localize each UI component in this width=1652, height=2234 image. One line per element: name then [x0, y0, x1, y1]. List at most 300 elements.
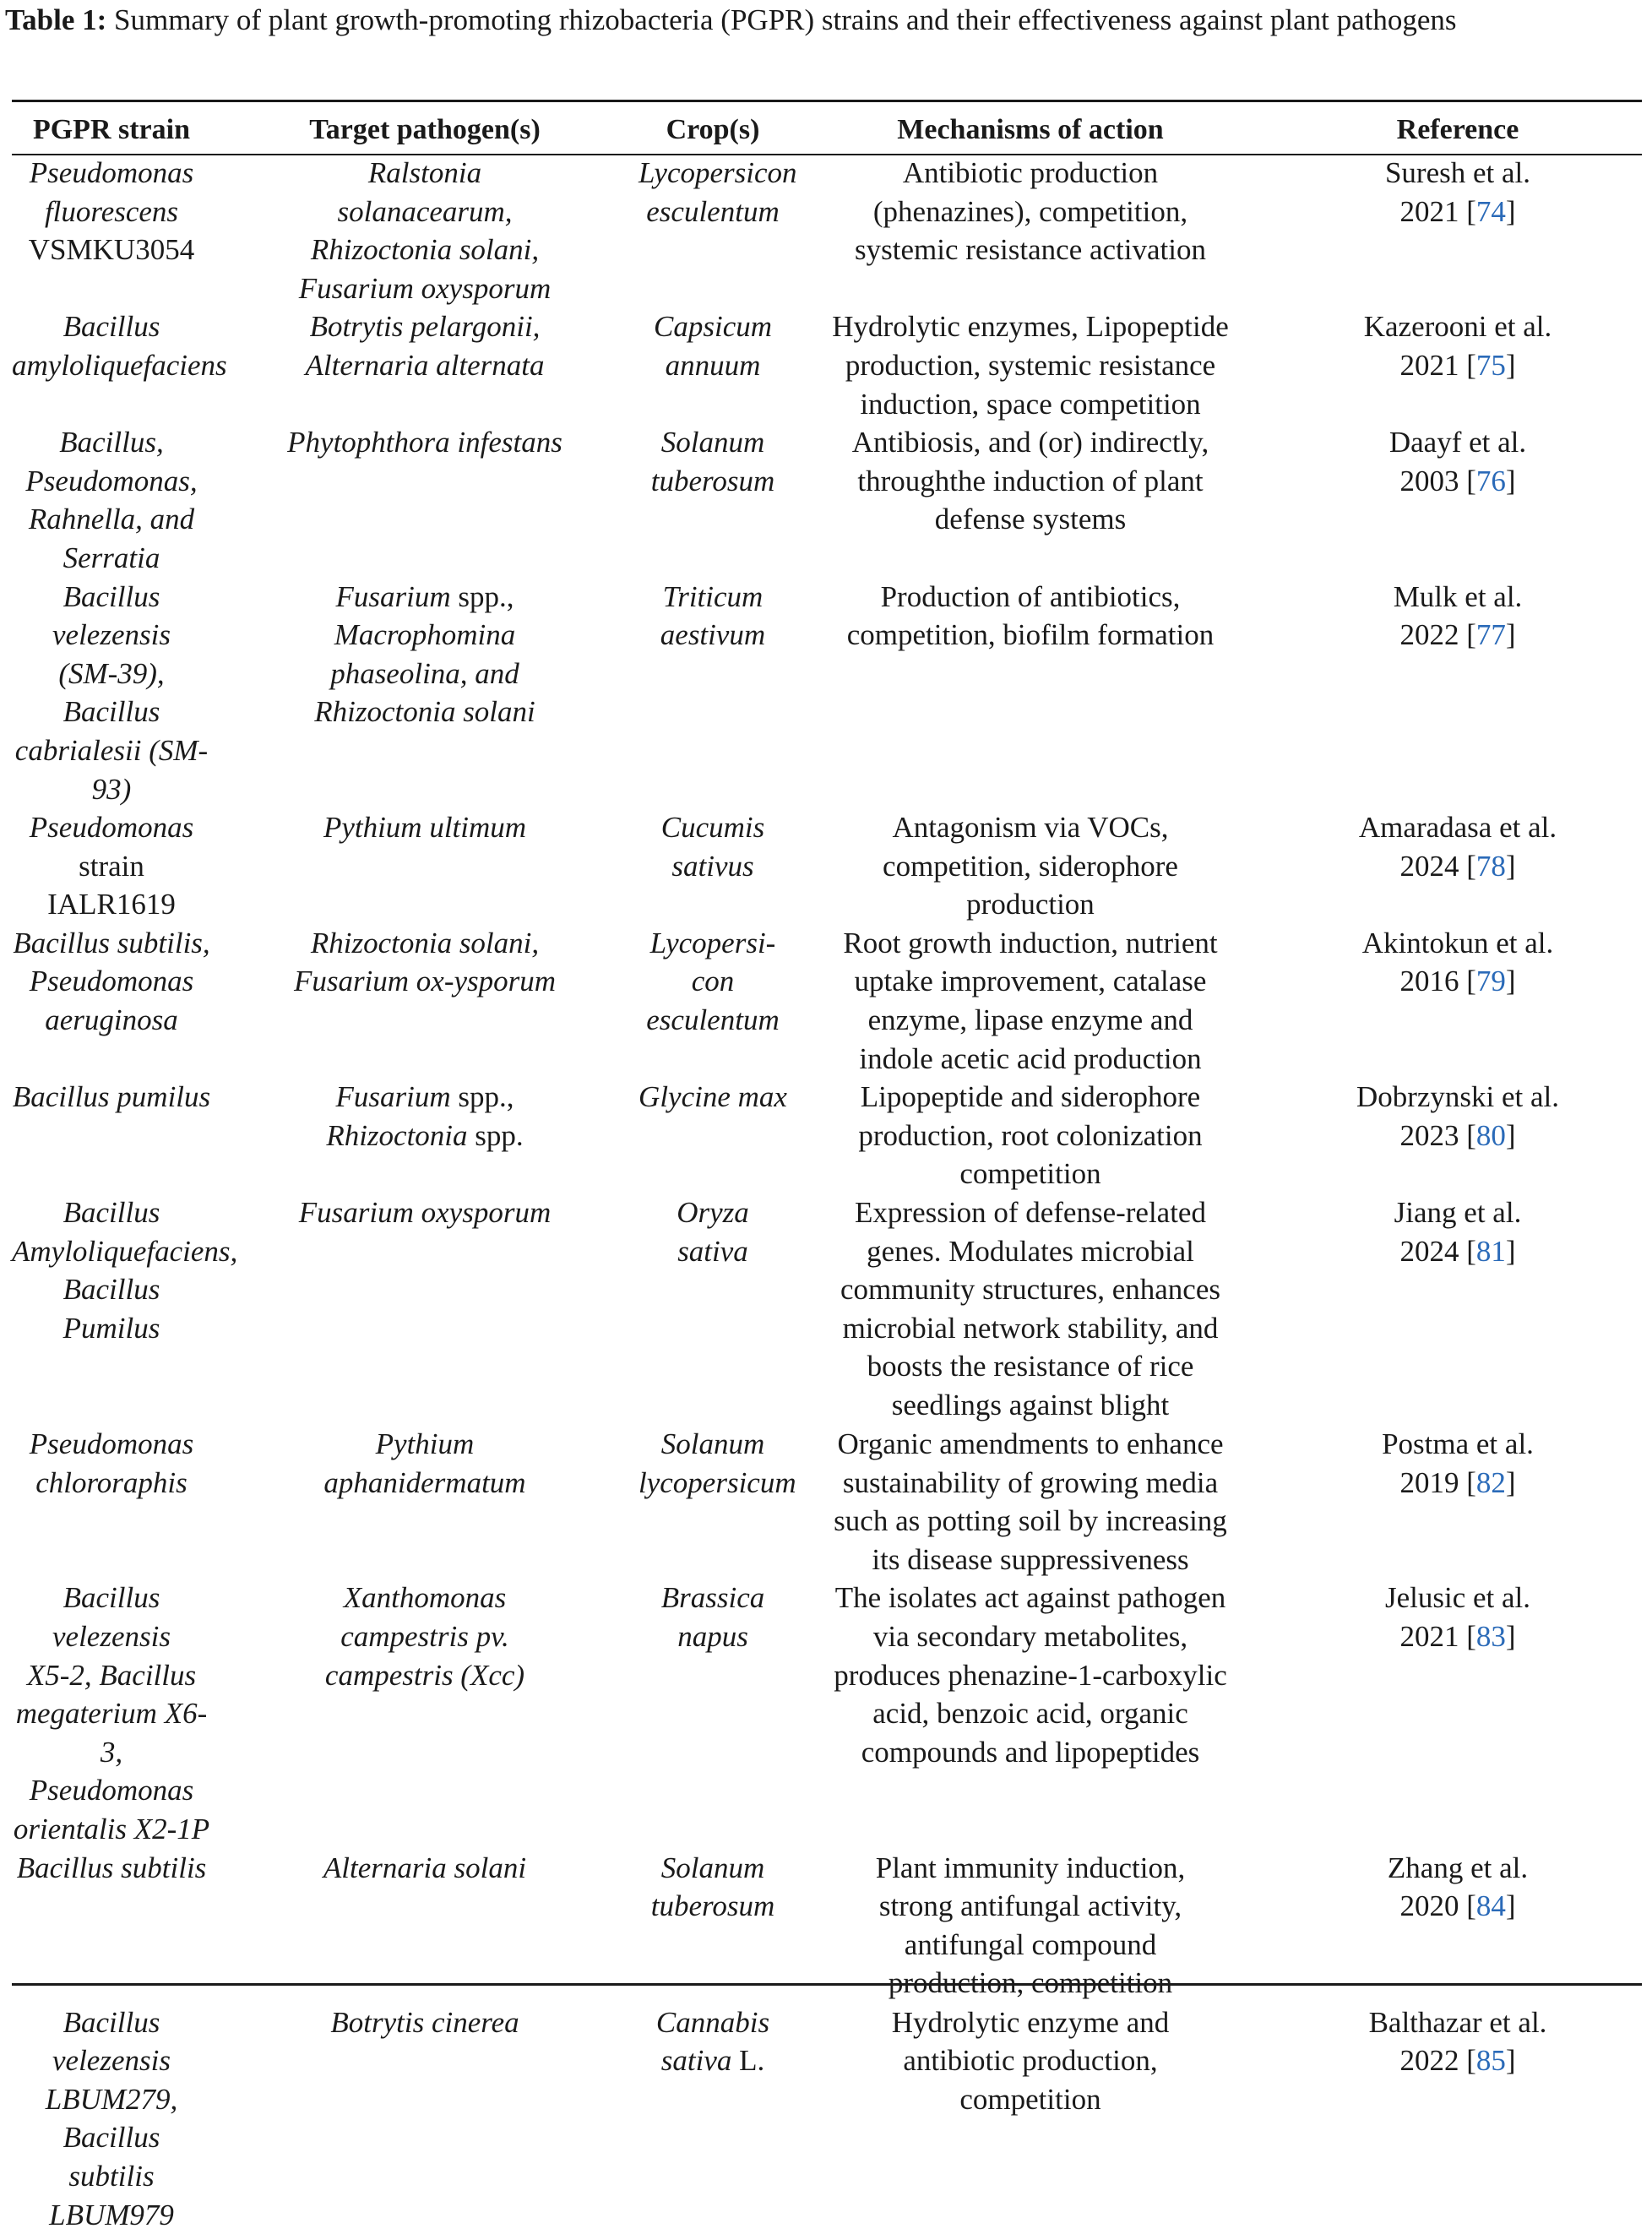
cell-reference [1274, 154, 1642, 307]
pathogen-text: Pythium [375, 1427, 475, 1461]
mechanism-line: acid, benzoic acid, organic [872, 1697, 1188, 1731]
crop-text: lycopersicum [639, 1465, 796, 1499]
strain-text: Bacillus, [59, 426, 164, 459]
crop-text: Solanum [660, 1851, 765, 1884]
crop-line [639, 924, 787, 1001]
table-row [12, 808, 1642, 924]
strain-text: subtilis LBUM979 [49, 2159, 174, 2231]
mechanism-line: uptake improvement, catalase [854, 965, 1207, 998]
cell-strain [12, 154, 211, 307]
strain-line [12, 500, 211, 539]
reference-link[interactable]: 79 [1475, 965, 1506, 998]
cell-mechanism [787, 307, 1274, 423]
strain-text: Pseudomonas [29, 1774, 194, 1807]
table-row [12, 1579, 1642, 1848]
cell-pathogen [211, 2003, 639, 2234]
mechanism-line: throughthe induction of plant [857, 464, 1204, 497]
mechanism-line: sustainability of growing media [842, 1465, 1219, 1499]
pathogen-line [211, 1425, 639, 1464]
reference-year-text: 2016 [ [1399, 965, 1476, 998]
cell-pathogen [211, 1849, 639, 2003]
reference-bracket: ] [1505, 965, 1516, 998]
pathogen-text-suffix: spp. [467, 1118, 524, 1152]
pathogen-line [211, 962, 639, 1001]
table-row [12, 578, 1642, 809]
strain-line [12, 885, 211, 924]
table-row [12, 1849, 1642, 2003]
pathogen-line [211, 346, 639, 385]
pathogen-line [211, 1117, 639, 1155]
strain-line [12, 231, 211, 269]
pathogen-line [211, 616, 639, 655]
table-row [12, 924, 1642, 1078]
cell-reference [1274, 1579, 1642, 1848]
crop-text: annuum [665, 348, 761, 382]
reference-link[interactable]: 77 [1475, 618, 1506, 652]
table-row [12, 307, 1642, 423]
strain-text: megaterium X6-3, [15, 1697, 208, 1769]
reference-link[interactable]: 78 [1475, 849, 1506, 883]
strain-text: chlororaphis [35, 1465, 187, 1499]
strain-text: aeruginosa [45, 1003, 178, 1037]
mechanism-line: enzyme, lipase enzyme and [867, 1003, 1193, 1037]
pathogen-line [211, 1656, 639, 1695]
reference-year [1274, 616, 1642, 655]
cell-strain [12, 808, 211, 924]
strain-line [12, 578, 211, 655]
cell-crop [639, 423, 787, 577]
crop-text: Capsicum [654, 310, 772, 344]
pathogen-text: Rhizoctonia [326, 1118, 468, 1152]
reference-year-text: 2023 [ [1399, 1118, 1476, 1152]
strain-line [12, 2080, 211, 2157]
mechanism-line: Production of antibiotics, [880, 579, 1181, 613]
crop-text: Oryza sativa [677, 1196, 749, 1268]
reference-link[interactable]: 80 [1475, 1118, 1506, 1152]
cell-crop [639, 154, 797, 307]
strain-line [12, 808, 211, 885]
cell-pathogen [211, 307, 639, 423]
mechanism-line: seedlings against blight [891, 1389, 1170, 1421]
reference-year [1274, 193, 1642, 231]
strain-line [12, 1810, 211, 1849]
reference-bracket: ] [1505, 1889, 1516, 1923]
reference-year-text: 2021 [ [1399, 348, 1476, 382]
mechanism-line: Antibiosis, and (or) indirectly, [851, 426, 1209, 459]
pathogen-text: Fusarium ox-ysporum [293, 965, 557, 998]
mechanism-line: Hydrolytic enzyme and [891, 2005, 1170, 2039]
pathogen-line [211, 1579, 639, 1617]
pathogen-line [211, 808, 639, 847]
mechanism-line: Lipopeptide and siderophore [860, 1080, 1201, 1114]
cell-pathogen [211, 1193, 639, 1425]
pathogen-line [211, 1849, 639, 1888]
pathogen-text: Fusarium [335, 1080, 451, 1114]
cell-crop [639, 2003, 787, 2234]
pathogen-text: Botrytis pelargonii, [309, 310, 541, 344]
cell-crop [639, 924, 787, 1078]
table-label: Table 1: [5, 3, 107, 36]
crop-line [639, 1464, 796, 1503]
mechanism-line: competition [959, 2082, 1101, 2116]
mechanism-line: community structures, enhances [840, 1273, 1220, 1307]
mechanism-line: competition [959, 1157, 1101, 1191]
crop-line [639, 808, 787, 847]
mechanism-line: boosts the resistance of rice [867, 1350, 1194, 1383]
strain-text: IALR1619 [47, 888, 176, 921]
cell-crop [639, 1425, 796, 1579]
pathogen-text: Xanthomonas [343, 1581, 507, 1615]
pathogen-text: Alternaria solani [323, 1851, 527, 1884]
reference-authors: Amaradasa et al. [1358, 811, 1557, 845]
mechanism-line: induction, space competition [860, 387, 1201, 421]
reference-year [1274, 962, 1642, 1001]
pgpr-table [12, 106, 1642, 2234]
reference-authors: Postma et al. [1382, 1427, 1534, 1461]
cell-crop [639, 307, 787, 423]
strain-text: Pseudomonas [29, 965, 194, 998]
crop-text: tuberosum [650, 1889, 775, 1923]
crop-line [639, 193, 787, 231]
strain-line [12, 1425, 211, 1464]
crop-text: Brassica napus [660, 1581, 765, 1653]
strain-line [12, 1694, 211, 1771]
table-row [12, 1425, 1642, 1579]
reference-year [1274, 346, 1642, 385]
cell-strain [12, 423, 211, 577]
pathogen-text: Ralstonia [367, 156, 482, 189]
crop-line [639, 1001, 787, 1040]
cell-pathogen [211, 924, 639, 1078]
strain-text: Pseudomonas [29, 811, 194, 845]
strain-text: Bacillus velezensis [52, 1581, 171, 1653]
strain-line [12, 154, 211, 193]
table-body [12, 154, 1642, 2234]
pathogen-text: phaseolina, and [330, 656, 519, 690]
crop-line [639, 1425, 787, 1464]
reference-year-text: 2003 [ [1399, 464, 1476, 497]
strain-text: cabrialesii (SM-93) [14, 733, 209, 806]
cell-pathogen [211, 1078, 639, 1193]
pathogen-line [211, 2003, 639, 2042]
cell-mechanism [787, 423, 1274, 577]
mechanism-line: compounds and lipopeptides [861, 1735, 1200, 1769]
mechanism-line: microbial network stability, and [842, 1311, 1219, 1345]
table-row [12, 154, 1642, 307]
cell-reference [1274, 307, 1642, 423]
reference-authors: Daayf et al. [1388, 426, 1527, 459]
mechanism-line: production, competition [888, 1966, 1173, 2000]
strain-line [12, 655, 211, 731]
mechanism-line: indole acetic acid production [859, 1041, 1202, 1075]
strain-text: Bacillus velezensis [52, 2005, 171, 2078]
reference-year-text: 2021 [ [1399, 1620, 1476, 1653]
column-header-crop: Crop(s) [666, 114, 760, 145]
crop-line [639, 462, 787, 501]
mechanism-line: strong antifungal activity, [878, 1889, 1182, 1923]
cell-mechanism [787, 578, 1274, 809]
strain-line [12, 2157, 211, 2234]
cell-pathogen [211, 423, 639, 577]
reference-bracket: ] [1505, 194, 1516, 228]
cell-reference [1274, 1425, 1642, 1579]
table-row [12, 2003, 1642, 2234]
pathogen-text: Macrophomina [334, 618, 516, 652]
strain-line [12, 539, 211, 578]
crop-line [639, 2041, 787, 2080]
mechanism-line: systemic resistance activation [855, 233, 1206, 267]
table-title: Summary of plant growth-promoting rhizobacteria (PGPR) strains and their effectiveness against plant pathogens [114, 3, 1457, 36]
crop-line [639, 423, 787, 462]
strain-text: Amyloliquefaciens, [12, 1234, 238, 1268]
cell-pathogen [211, 1425, 639, 1579]
strain-text: orientalis X2-1P [13, 1812, 210, 1845]
cell-crop [639, 808, 787, 924]
reference-authors: Jelusic et al. [1384, 1581, 1531, 1615]
crop-text: sativa [660, 2044, 732, 2078]
pathogen-line [211, 1193, 639, 1232]
reference-authors: Akintokun et al. [1361, 926, 1554, 959]
crop-text: Solanum [660, 1427, 765, 1461]
pathogen-text: Botrytis cinerea [330, 2005, 519, 2039]
reference-year-text: 2022 [ [1399, 2044, 1476, 2078]
mechanism-line: antibiotic production, [903, 2044, 1158, 2078]
cell-mechanism [787, 924, 1274, 1078]
cell-crop [639, 1849, 787, 2003]
pathogen-line [211, 1078, 639, 1117]
reference-year-text: 2020 [ [1399, 1889, 1476, 1923]
strain-line [12, 1193, 211, 1232]
cell-mechanism [787, 2003, 1274, 2234]
pathogen-text: aphanidermatum [323, 1465, 526, 1499]
cell-reference [1274, 578, 1642, 809]
crop-text-suffix: L. [731, 2044, 765, 2078]
strain-text: Rahnella, and [28, 503, 195, 536]
crop-line [639, 616, 787, 655]
cell-crop [639, 1579, 787, 1848]
cell-pathogen [211, 808, 639, 924]
reference-authors: Mulk et al. [1393, 579, 1523, 613]
cell-reference [1274, 2003, 1642, 2234]
mechanism-line: competition, siderophore [883, 849, 1178, 883]
pathogen-text: Alternaria alternata [305, 348, 545, 382]
pathogen-text: Phytophthora infestans [287, 426, 562, 459]
crop-line [639, 1193, 787, 1270]
strain-text: Bacillus velezensis [52, 579, 171, 652]
cell-strain [12, 1849, 211, 2003]
pathogen-line [211, 578, 639, 617]
crop-text: tuberosum [650, 464, 775, 497]
crop-line [639, 154, 797, 193]
pathogen-text: Rhizoctonia solani, [310, 926, 540, 959]
pathogen-line [211, 231, 639, 269]
reference-bracket: ] [1505, 2044, 1516, 2078]
reference-authors: Zhang et al. [1387, 1851, 1529, 1884]
strain-text: (SM-39), Bacillus [58, 656, 165, 729]
strain-text: amyloliquefaciens [12, 348, 227, 382]
cell-strain [12, 1425, 211, 1579]
mechanism-line: Plant immunity induction, [875, 1851, 1186, 1884]
pathogen-line [211, 307, 639, 346]
crop-text: Glycine max [639, 1080, 787, 1114]
cell-pathogen [211, 1579, 639, 1848]
cell-mechanism [787, 1425, 1274, 1579]
strain-text: Bacillus subtilis [16, 1851, 207, 1884]
reference-authors: Kazerooni et al. [1363, 310, 1552, 344]
strain-line [12, 423, 211, 462]
strain-text: fluorescens [44, 194, 179, 228]
strain-line [12, 307, 211, 346]
cell-strain [12, 924, 211, 1078]
strain-line [12, 193, 211, 231]
pathogen-text: Fusarium oxysporum [298, 271, 552, 305]
strain-line [12, 346, 227, 385]
reference-year [1274, 847, 1642, 886]
pathogen-line [211, 1464, 639, 1503]
strain-line [12, 1001, 211, 1040]
crop-text: esculentum [646, 1003, 780, 1037]
reference-year [1274, 1617, 1642, 1656]
pathogen-text: campestris pv. [340, 1620, 509, 1653]
crop-text: Solanum [660, 426, 765, 459]
reference-bracket: ] [1505, 348, 1516, 382]
mechanism-line: antifungal compound [904, 1927, 1157, 1961]
crop-line [639, 307, 787, 346]
strain-line [12, 962, 211, 1001]
strain-line [12, 1464, 211, 1503]
mechanism-line: Antagonism via VOCs, [892, 811, 1169, 845]
table-row [12, 1078, 1642, 1193]
pathogen-text: Fusarium [335, 579, 451, 613]
crop-text: sativus [671, 849, 754, 883]
mechanism-line: production, systemic resistance [845, 348, 1216, 382]
strain-line [12, 1579, 211, 1655]
mechanism-line: Root growth induction, nutrient [843, 926, 1218, 959]
strain-text: Serratia [62, 541, 160, 574]
strain-text-suffix: strain [79, 849, 144, 883]
mechanism-line: defense systems [934, 503, 1127, 536]
strain-line [12, 1078, 211, 1117]
pathogen-line [211, 693, 639, 731]
pathogen-line [211, 1617, 639, 1656]
reference-link[interactable]: 83 [1475, 1620, 1506, 1653]
cell-reference [1274, 808, 1642, 924]
reference-link[interactable]: 74 [1475, 194, 1506, 228]
cell-pathogen [211, 578, 639, 809]
strain-text: VSMKU3054 [28, 233, 195, 267]
mechanism-line: production, root colonization [858, 1118, 1203, 1152]
strain-text: Bacillus [62, 1196, 160, 1230]
strain-text: LBUM279, Bacillus [45, 2082, 178, 2155]
column-header-reference: Reference [1396, 114, 1519, 145]
reference-link[interactable]: 76 [1475, 464, 1506, 497]
column-header-strain: PGPR strain [32, 114, 191, 145]
cell-mechanism [787, 808, 1274, 924]
crop-line [639, 1579, 787, 1655]
cell-pathogen [211, 154, 639, 307]
cell-crop [639, 1193, 787, 1425]
mechanism-line: such as potting soil by increasing [834, 1504, 1227, 1538]
pathogen-line [211, 924, 639, 963]
reference-year [1274, 2041, 1642, 2080]
cell-mechanism [787, 1579, 1274, 1848]
cell-strain [12, 2003, 211, 2234]
table-row [12, 1193, 1642, 1425]
pathogen-text: Pythium ultimum [323, 811, 527, 845]
cell-strain [12, 1078, 211, 1193]
strain-line [12, 2003, 211, 2080]
pathogen-line [211, 655, 639, 693]
pathogen-text: Fusarium oxysporum [298, 1196, 552, 1230]
crop-line [639, 1078, 787, 1117]
cell-mechanism [787, 1193, 1274, 1425]
reference-link[interactable]: 81 [1475, 1234, 1506, 1268]
pathogen-line [211, 423, 639, 462]
column-header-pathogen: Target pathogen(s) [309, 114, 541, 145]
strain-line [12, 731, 211, 808]
cell-mechanism [787, 154, 1274, 307]
mechanism-line: its disease suppressiveness [872, 1542, 1189, 1576]
crop-text: Cannabis [655, 2005, 770, 2039]
strain-line [12, 1232, 238, 1271]
mechanism-line: genes. Modulates microbial [867, 1234, 1194, 1268]
strain-text: Bacillus pumilus [12, 1080, 211, 1114]
cell-crop [639, 578, 787, 809]
mechanism-line: production [966, 888, 1095, 921]
reference-link[interactable]: 82 [1475, 1465, 1506, 1499]
reference-link[interactable]: 84 [1475, 1889, 1506, 1923]
crop-text: esculentum [646, 194, 780, 228]
table-header-row [12, 106, 1642, 154]
pathogen-text-suffix: spp., [450, 579, 514, 613]
reference-year-text: 2022 [ [1399, 618, 1476, 652]
crop-line [639, 578, 787, 617]
mechanism-line: Hydrolytic enzymes, Lipopeptide [832, 310, 1229, 344]
reference-year [1274, 1887, 1642, 1926]
pathogen-line [211, 193, 639, 231]
reference-year-text: 2019 [ [1399, 1465, 1476, 1499]
crop-line [639, 346, 787, 385]
reference-link[interactable]: 85 [1475, 2044, 1506, 2078]
crop-line [639, 2003, 787, 2042]
pathogen-text: Rhizoctonia solani, [310, 233, 540, 267]
mechanism-line: The isolates act against pathogen [834, 1581, 1226, 1615]
table-row [12, 423, 1642, 577]
reference-year [1274, 1117, 1642, 1155]
column-header-mechanism: Mechanisms of action [897, 114, 1164, 145]
reference-authors: Suresh et al. [1384, 156, 1531, 189]
cell-reference [1274, 1193, 1642, 1425]
reference-bracket: ] [1505, 1234, 1516, 1268]
reference-year [1274, 1464, 1642, 1503]
reference-year-text: 2024 [ [1399, 849, 1476, 883]
pathogen-text-suffix: spp., [450, 1080, 514, 1114]
cell-strain [12, 1579, 211, 1848]
mechanism-line: competition, biofilm formation [846, 618, 1215, 652]
strain-line [12, 462, 211, 501]
pathogen-text: Rhizoctonia solani [314, 695, 535, 729]
strain-line [12, 924, 211, 963]
mechanism-line: via secondary metabolites, [872, 1620, 1188, 1653]
cell-reference [1274, 924, 1642, 1078]
crop-text: Lycopersi-con [649, 926, 776, 998]
cell-reference [1274, 1078, 1642, 1193]
crop-line [639, 1849, 787, 1888]
strain-text: Bacillus subtilis, [13, 926, 210, 959]
strain-line [12, 1656, 211, 1695]
reference-link[interactable]: 75 [1475, 348, 1506, 382]
crop-line [639, 1887, 787, 1926]
